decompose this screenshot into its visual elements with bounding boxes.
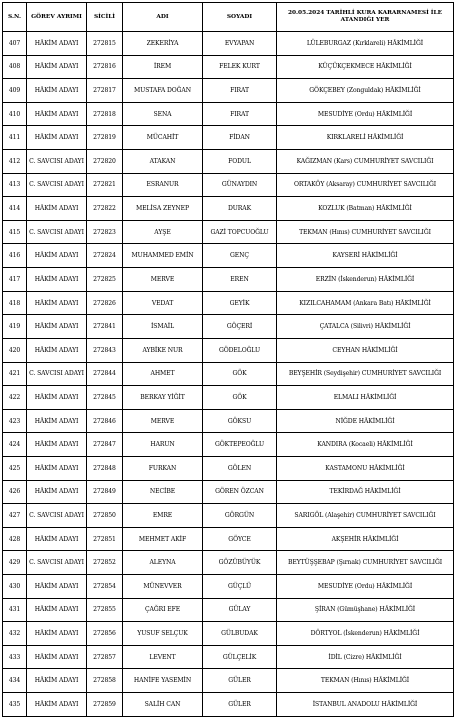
cell-role: HÂKİM ADAYI — [27, 291, 87, 315]
cell-role: HÂKİM ADAYI — [27, 598, 87, 622]
cell-registry: 272858 — [87, 669, 123, 693]
cell-registry: 272815 — [87, 32, 123, 56]
cell-name: EMRE — [123, 504, 203, 528]
cell-registry: 272818 — [87, 102, 123, 126]
table-row — [3, 55, 454, 79]
cell-role: HÂKİM ADAYI — [27, 456, 87, 480]
cell-surname: GÖYCE — [203, 527, 277, 551]
cell-role: HÂKİM ADAYI — [27, 338, 87, 362]
cell-registry: 272845 — [87, 386, 123, 410]
cell-name: SENA — [123, 102, 203, 126]
cell-surname: GÖÇERİ — [203, 315, 277, 339]
cell-registry: 272816 — [87, 55, 123, 79]
header-surname: SOYADI — [203, 3, 277, 32]
cell-surname: GÜLBUDAK — [203, 622, 277, 646]
cell-assigned-place: TEKİRDAĞ HÂKİMLİĞİ — [277, 480, 454, 504]
cell-sn: 422 — [3, 386, 27, 410]
cell-role: HÂKİM ADAYI — [27, 244, 87, 268]
cell-role: HÂKİM ADAYI — [27, 693, 87, 717]
cell-registry: 272843 — [87, 338, 123, 362]
cell-role: HÂKİM ADAYI — [27, 433, 87, 457]
cell-sn: 414 — [3, 197, 27, 221]
cell-assigned-place: KAĞIZMAN (Kars) CUMHURİYET SAVCILIĞI — [277, 150, 454, 174]
cell-name: HANİFE YASEMİN — [123, 669, 203, 693]
table-body — [3, 32, 454, 717]
cell-name: HARUN — [123, 433, 203, 457]
cell-sn: 418 — [3, 291, 27, 315]
cell-registry: 272844 — [87, 362, 123, 386]
cell-role: HÂKİM ADAYI — [27, 79, 87, 103]
table-row — [3, 527, 454, 551]
cell-name: MELİSA ZEYNEP — [123, 197, 203, 221]
cell-sn: 433 — [3, 645, 27, 669]
table-row — [3, 268, 454, 292]
table-row — [3, 575, 454, 599]
cell-name: ALEYNA — [123, 551, 203, 575]
cell-sn: 415 — [3, 220, 27, 244]
cell-surname: GÖREN ÖZCAN — [203, 480, 277, 504]
cell-name: BERKAY YİĞİT — [123, 386, 203, 410]
table-header — [3, 3, 454, 32]
cell-role: HÂKİM ADAYI — [27, 315, 87, 339]
cell-registry: 272841 — [87, 315, 123, 339]
header-registry: SİCİLİ — [87, 3, 123, 32]
cell-assigned-place: SARIGÖL (Alaşehir) CUMHURİYET SAVCILIĞI — [277, 504, 454, 528]
cell-role: C. SAVCISI ADAYI — [27, 150, 87, 174]
cell-registry: 272826 — [87, 291, 123, 315]
header-row — [3, 3, 454, 32]
cell-sn: 417 — [3, 268, 27, 292]
cell-assigned-place: MESUDİYE (Ordu) HÂKİMLİĞİ — [277, 575, 454, 599]
cell-sn: 416 — [3, 244, 27, 268]
cell-name: MEHMET AKİF — [123, 527, 203, 551]
cell-sn: 408 — [3, 55, 27, 79]
table-row — [3, 504, 454, 528]
cell-surname: GÖRGÜN — [203, 504, 277, 528]
table-row — [3, 102, 454, 126]
header-sn: S.N. — [3, 3, 27, 32]
cell-assigned-place: TEKMAN (Hınıs) CUMHURİYET SAVCILIĞI — [277, 220, 454, 244]
table-row — [3, 362, 454, 386]
table-row — [3, 291, 454, 315]
cell-name: ZEKERİYA — [123, 32, 203, 56]
cell-name: LEVENT — [123, 645, 203, 669]
header-role: GÖREV AYRIMI — [27, 3, 87, 32]
cell-assigned-place: ORTAKÖY (Aksaray) CUMHURİYET SAVCILIĞI — [277, 173, 454, 197]
cell-registry: 272848 — [87, 456, 123, 480]
cell-surname: GÜNAYDIN — [203, 173, 277, 197]
cell-sn: 427 — [3, 504, 27, 528]
cell-registry: 272850 — [87, 504, 123, 528]
cell-sn: 428 — [3, 527, 27, 551]
header-assigned-place: 20.05.2024 TARİHLİ KURA KARARNAMESİ İLE ATANDIĞI YER — [277, 3, 454, 32]
cell-assigned-place: GÖKÇEBEY (Zonguldak) HÂKİMLİĞİ — [277, 79, 454, 103]
cell-sn: 429 — [3, 551, 27, 575]
table-row — [3, 173, 454, 197]
cell-registry: 272856 — [87, 622, 123, 646]
cell-role: HÂKİM ADAYI — [27, 32, 87, 56]
cell-name: MÜCAHİT — [123, 126, 203, 150]
cell-name: VEDAT — [123, 291, 203, 315]
cell-sn: 425 — [3, 456, 27, 480]
cell-assigned-place: LÜLEBURGAZ (Kırklareli) HÂKİMLİĞİ — [277, 32, 454, 56]
cell-registry: 272855 — [87, 598, 123, 622]
cell-sn: 413 — [3, 173, 27, 197]
cell-role: C. SAVCISI ADAYI — [27, 173, 87, 197]
cell-registry: 272849 — [87, 480, 123, 504]
table-row — [3, 433, 454, 457]
cell-role: C. SAVCISI ADAYI — [27, 220, 87, 244]
cell-surname: GÖK — [203, 386, 277, 410]
cell-assigned-place: ÇATALCA (Silivri) HÂKİMLİĞİ — [277, 315, 454, 339]
cell-surname: FELEK KURT — [203, 55, 277, 79]
cell-sn: 423 — [3, 409, 27, 433]
cell-sn: 434 — [3, 669, 27, 693]
table-row — [3, 197, 454, 221]
cell-sn: 424 — [3, 433, 27, 457]
cell-assigned-place: ERZİN (İskenderun) HÂKİMLİĞİ — [277, 268, 454, 292]
cell-role: C. SAVCISI ADAYI — [27, 362, 87, 386]
cell-registry: 272820 — [87, 150, 123, 174]
cell-name: İSMAİL — [123, 315, 203, 339]
cell-assigned-place: KÜÇÜKÇEKMECE HÂKİMLİĞİ — [277, 55, 454, 79]
cell-surname: GAZİ TOPCUOĞLU — [203, 220, 277, 244]
cell-role: HÂKİM ADAYI — [27, 645, 87, 669]
table-row — [3, 244, 454, 268]
cell-role: HÂKİM ADAYI — [27, 55, 87, 79]
cell-assigned-place: CEYHAN HÂKİMLİĞİ — [277, 338, 454, 362]
cell-surname: GÜLER — [203, 693, 277, 717]
cell-registry: 272847 — [87, 433, 123, 457]
cell-assigned-place: KIZILCAHAMAM (Ankara Batı) HÂKİMLİĞİ — [277, 291, 454, 315]
table-row — [3, 79, 454, 103]
cell-name: SALİH CAN — [123, 693, 203, 717]
cell-role: HÂKİM ADAYI — [27, 480, 87, 504]
cell-sn: 410 — [3, 102, 27, 126]
cell-name: AYŞE — [123, 220, 203, 244]
cell-surname: FODUL — [203, 150, 277, 174]
table-row — [3, 338, 454, 362]
cell-assigned-place: KASTAMONU HÂKİMLİĞİ — [277, 456, 454, 480]
cell-registry: 272846 — [87, 409, 123, 433]
cell-surname: DURAK — [203, 197, 277, 221]
cell-role: HÂKİM ADAYI — [27, 268, 87, 292]
table-row — [3, 551, 454, 575]
cell-surname: GÖKSU — [203, 409, 277, 433]
table-row — [3, 645, 454, 669]
cell-assigned-place: ELMALI HÂKİMLİĞİ — [277, 386, 454, 410]
cell-sn: 426 — [3, 480, 27, 504]
table-row — [3, 669, 454, 693]
cell-assigned-place: DÖRTYOL (İskenderun) HÂKİMLİĞİ — [277, 622, 454, 646]
table-row — [3, 126, 454, 150]
cell-role: HÂKİM ADAYI — [27, 527, 87, 551]
cell-registry: 272854 — [87, 575, 123, 599]
cell-assigned-place: NİĞDE HÂKİMLİĞİ — [277, 409, 454, 433]
cell-assigned-place: ŞİRAN (Gümüşhane) HÂKİMLİĞİ — [277, 598, 454, 622]
cell-name: YUSUF SELÇUK — [123, 622, 203, 646]
cell-surname: GÜÇLÜ — [203, 575, 277, 599]
cell-role: C. SAVCISI ADAYI — [27, 551, 87, 575]
assignment-table — [2, 2, 454, 717]
cell-name: MÜNEVVER — [123, 575, 203, 599]
cell-name: FURKAN — [123, 456, 203, 480]
cell-name: MERVE — [123, 268, 203, 292]
cell-registry: 272852 — [87, 551, 123, 575]
cell-surname: FİDAN — [203, 126, 277, 150]
cell-surname: GÜLAY — [203, 598, 277, 622]
cell-role: HÂKİM ADAYI — [27, 197, 87, 221]
cell-registry: 272859 — [87, 693, 123, 717]
assignment-table-sheet — [2, 2, 454, 717]
cell-role: HÂKİM ADAYI — [27, 386, 87, 410]
cell-role: HÂKİM ADAYI — [27, 575, 87, 599]
cell-assigned-place: AKŞEHİR HÂKİMLİĞİ — [277, 527, 454, 551]
cell-assigned-place: KANDIRA (Kocaeli) HÂKİMLİĞİ — [277, 433, 454, 457]
cell-surname: GEYİK — [203, 291, 277, 315]
cell-role: HÂKİM ADAYI — [27, 409, 87, 433]
table-row — [3, 386, 454, 410]
cell-role: HÂKİM ADAYI — [27, 126, 87, 150]
cell-registry: 272817 — [87, 79, 123, 103]
cell-sn: 419 — [3, 315, 27, 339]
cell-surname: GÜLER — [203, 669, 277, 693]
cell-sn: 431 — [3, 598, 27, 622]
header-name: ADI — [123, 3, 203, 32]
cell-name: ÇAĞRI EFE — [123, 598, 203, 622]
cell-surname: GÖLEN — [203, 456, 277, 480]
cell-name: ATAKAN — [123, 150, 203, 174]
cell-assigned-place: KAYSERİ HÂKİMLİĞİ — [277, 244, 454, 268]
cell-registry: 272823 — [87, 220, 123, 244]
cell-assigned-place: MESUDİYE (Ordu) HÂKİMLİĞİ — [277, 102, 454, 126]
cell-surname: EVYAPAN — [203, 32, 277, 56]
cell-surname: GÖZÜBÜYÜK — [203, 551, 277, 575]
table-row — [3, 480, 454, 504]
table-row — [3, 220, 454, 244]
table-row — [3, 456, 454, 480]
cell-sn: 432 — [3, 622, 27, 646]
cell-role: HÂKİM ADAYI — [27, 622, 87, 646]
cell-role: HÂKİM ADAYI — [27, 669, 87, 693]
cell-sn: 407 — [3, 32, 27, 56]
cell-assigned-place: TEKMAN (Hınıs) HÂKİMLİĞİ — [277, 669, 454, 693]
cell-assigned-place: İSTANBUL ANADOLU HÂKİMLİĞİ — [277, 693, 454, 717]
cell-surname: GENÇ — [203, 244, 277, 268]
cell-surname: FIRAT — [203, 79, 277, 103]
cell-assigned-place: BEYTÜŞŞEBAP (Şırnak) CUMHURİYET SAVCILIĞI — [277, 551, 454, 575]
table-row — [3, 409, 454, 433]
cell-sn: 430 — [3, 575, 27, 599]
cell-sn: 435 — [3, 693, 27, 717]
cell-surname: GÖDELOĞLU — [203, 338, 277, 362]
cell-name: AHMET — [123, 362, 203, 386]
cell-name: MERVE — [123, 409, 203, 433]
cell-surname: GÖK — [203, 362, 277, 386]
cell-registry: 272825 — [87, 268, 123, 292]
cell-name: MUSTAFA DOĞAN — [123, 79, 203, 103]
cell-registry: 272822 — [87, 197, 123, 221]
cell-registry: 272857 — [87, 645, 123, 669]
table-row — [3, 622, 454, 646]
cell-name: NECİBE — [123, 480, 203, 504]
cell-name: ESRANUR — [123, 173, 203, 197]
cell-surname: FIRAT — [203, 102, 277, 126]
cell-name: AYBİKE NUR — [123, 338, 203, 362]
cell-sn: 409 — [3, 79, 27, 103]
cell-registry: 272821 — [87, 173, 123, 197]
cell-registry: 272851 — [87, 527, 123, 551]
cell-assigned-place: BEYŞEHİR (Seydişehir) CUMHURİYET SAVCILIĞI — [277, 362, 454, 386]
cell-sn: 420 — [3, 338, 27, 362]
cell-surname: GÜLÇELİK — [203, 645, 277, 669]
cell-registry: 272819 — [87, 126, 123, 150]
cell-assigned-place: İDİL (Cizre) HÂKİMLİĞİ — [277, 645, 454, 669]
cell-name: İREM — [123, 55, 203, 79]
table-row — [3, 32, 454, 56]
cell-sn: 412 — [3, 150, 27, 174]
table-row — [3, 315, 454, 339]
cell-role: C. SAVCISI ADAYI — [27, 504, 87, 528]
cell-assigned-place: KOZLUK (Batman) HÂKİMLİĞİ — [277, 197, 454, 221]
cell-surname: EREN — [203, 268, 277, 292]
cell-registry: 272824 — [87, 244, 123, 268]
cell-role: HÂKİM ADAYI — [27, 102, 87, 126]
cell-name: MUHAMMED EMİN — [123, 244, 203, 268]
table-row — [3, 693, 454, 717]
table-row — [3, 598, 454, 622]
cell-sn: 411 — [3, 126, 27, 150]
cell-assigned-place: KIRKLARELİ HÂKİMLİĞİ — [277, 126, 454, 150]
cell-sn: 421 — [3, 362, 27, 386]
cell-surname: GÖKTEPEOĞLU — [203, 433, 277, 457]
table-row — [3, 150, 454, 174]
